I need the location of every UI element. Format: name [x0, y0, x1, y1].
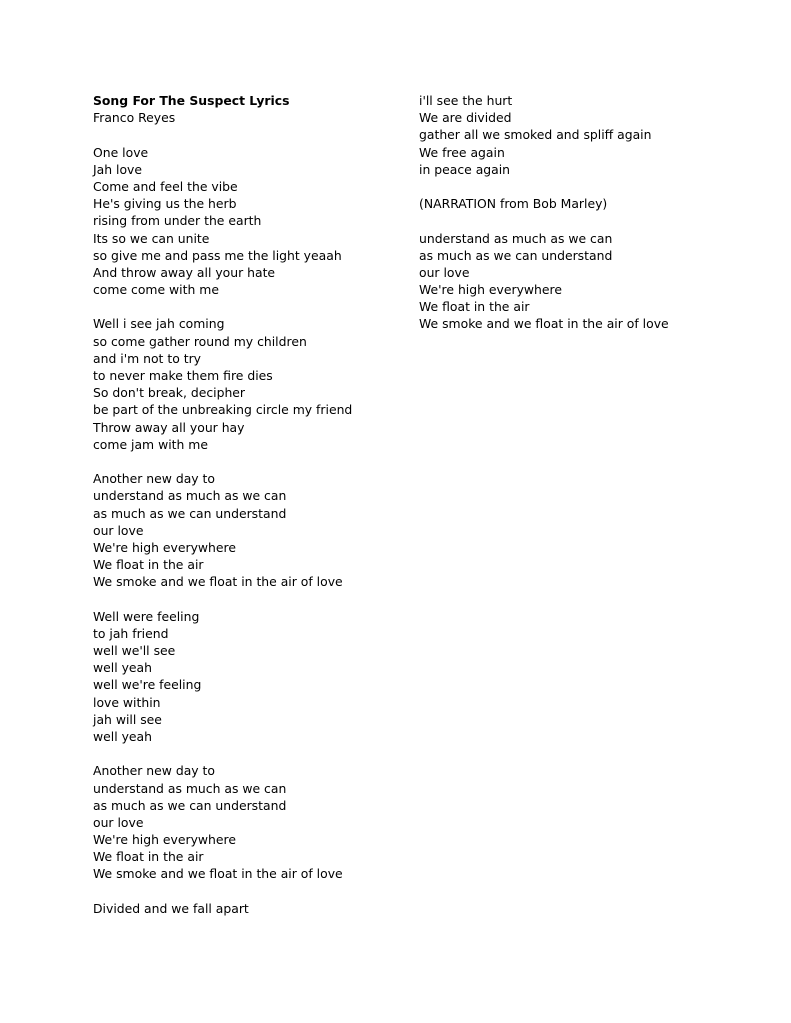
lyric-line: Another new day to [93, 471, 215, 487]
lyric-line: come jam with me [93, 436, 208, 452]
lyric-line: Come and feel the vibe [93, 178, 238, 194]
lyric-line: One love [93, 144, 149, 160]
right-lyrics-column [419, 92, 749, 333]
lyric-line: We float in the air [93, 849, 204, 865]
lyric-line: well we'll see [93, 643, 176, 658]
lyric-line: come come with me [93, 282, 219, 298]
lyric-line: We smoke and we float in the air of love [419, 316, 669, 332]
lyric-line: understand as much as we can [93, 488, 287, 504]
lyric-line: Franco Reyes [93, 110, 176, 126]
lyric-line: gather all we smoked and spliff again [419, 127, 652, 143]
lyric-line: so give me and pass me the light yeaah [93, 247, 342, 263]
lyric-line: Divided and we fall apart [93, 900, 249, 916]
blank-line [93, 298, 403, 315]
blank-line [93, 745, 403, 762]
blank-line [93, 126, 403, 143]
lyric-line: We float in the air [93, 557, 204, 573]
lyric-line: jah will see [93, 711, 162, 727]
lyric-line: Throw away all your hay [93, 419, 245, 435]
lyric-line: as much as we can understand [93, 797, 287, 813]
lyric-line: understand as much as we can [419, 230, 613, 246]
lyric-line: Its so we can unite [93, 230, 210, 246]
lyric-line: We're high everywhere [93, 539, 236, 555]
lyric-line: Well were feeling [93, 608, 200, 624]
lyric-line: Another new day to [93, 763, 215, 779]
lyric-line: understand as much as we can [93, 780, 287, 796]
lyric-line: We're high everywhere [93, 832, 236, 848]
lyric-line: And throw away all your hate [93, 264, 276, 280]
lyric-line: love within [93, 694, 161, 710]
lyric-line: We're high everywhere [419, 282, 562, 298]
blank-line [419, 178, 749, 195]
song-title: Song For The Suspect Lyrics [93, 93, 290, 108]
blank-line [93, 453, 403, 470]
lyric-line: Jah love [93, 161, 143, 177]
lyric-line: as much as we can understand [93, 505, 287, 521]
lyric-line: Well i see jah coming [93, 316, 225, 332]
blank-line [419, 212, 749, 229]
lyric-line: our love [93, 522, 144, 538]
lyric-line: our love [93, 814, 144, 830]
lyric-line: So don't break, decipher [93, 385, 246, 401]
lyric-line: to jah friend [93, 625, 169, 641]
lyric-line: We smoke and we float in the air of love [93, 574, 343, 590]
blank-line [93, 590, 403, 607]
lyric-line: rising from under the earth [93, 213, 262, 229]
lyric-line: be part of the unbreaking circle my friend [93, 402, 353, 418]
lyric-line: to never make them fire dies [93, 368, 273, 383]
lyric-line: well we're feeling [93, 677, 202, 693]
lyric-line: and i'm not to try [93, 350, 202, 366]
lyric-line: We are divided [419, 110, 512, 126]
lyric-line: We free again [419, 144, 505, 160]
lyric-line: so come gather round my children [93, 333, 307, 349]
lyric-line: well yeah [93, 728, 152, 744]
lyric-line: We smoke and we float in the air of love [93, 866, 343, 882]
left-lyrics-column [93, 92, 403, 917]
blank-line [93, 883, 403, 900]
lyric-line: our love [419, 264, 470, 280]
lyric-line: (NARRATION from Bob Marley) [419, 196, 608, 212]
lyric-line: well yeah [93, 660, 152, 676]
lyric-line: He's giving us the herb [93, 196, 237, 212]
lyric-line: i'll see the hurt [419, 93, 513, 108]
lyric-line: in peace again [419, 161, 511, 177]
lyric-line: We float in the air [419, 299, 530, 315]
lyric-line: as much as we can understand [419, 247, 613, 263]
